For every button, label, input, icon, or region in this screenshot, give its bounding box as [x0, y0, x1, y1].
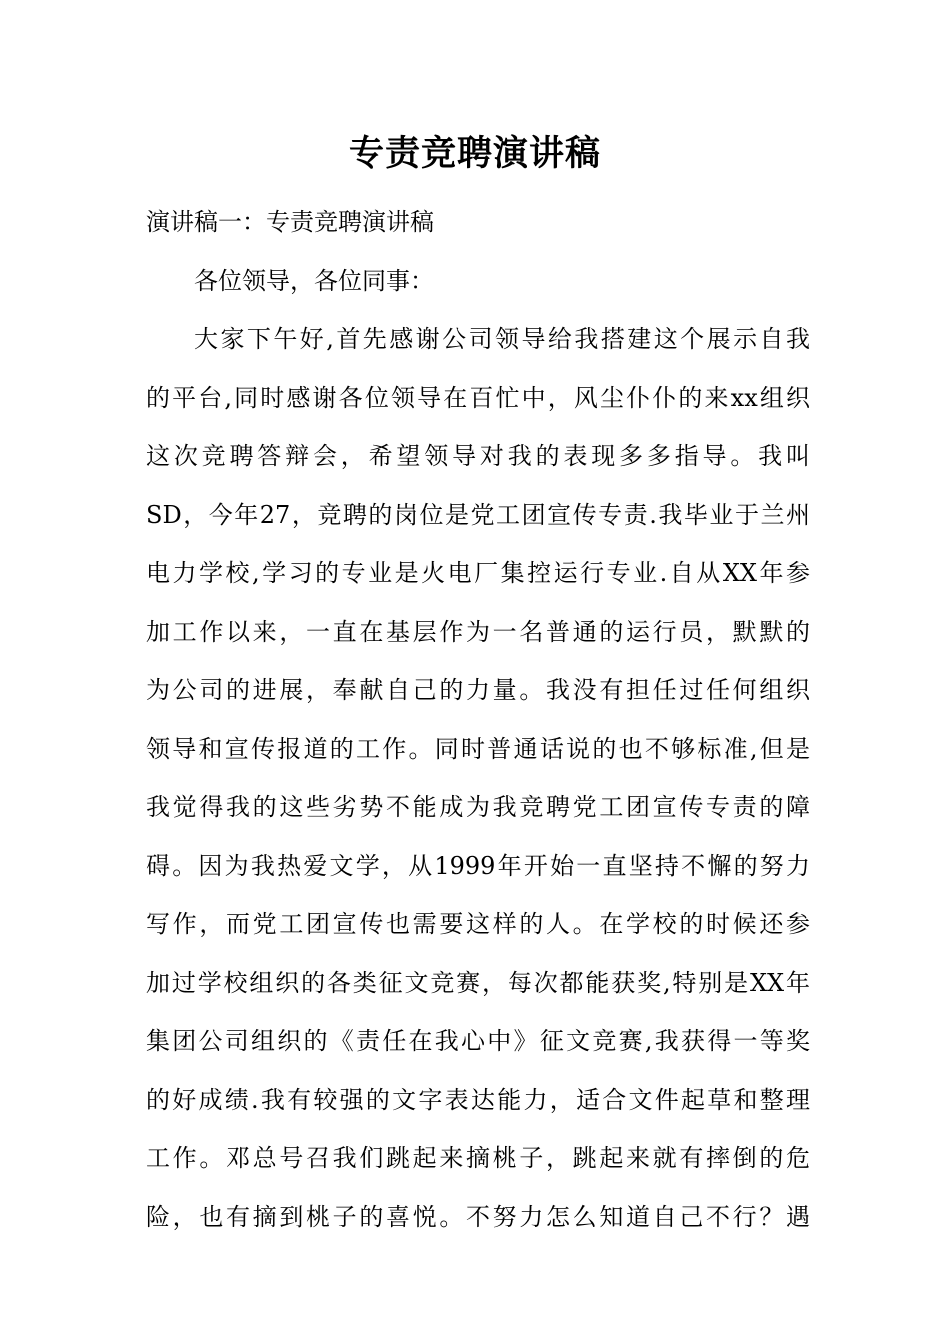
body-line: 电力学校,学习的专业是火电厂集控运行专业.自从XX年参 — [146, 559, 810, 587]
body-line: 写作，而党工团宣传也需要这样的人。在学校的时候还参 — [146, 910, 810, 938]
body-text — [146, 317, 810, 1253]
body-line: 险，也有摘到桃子的喜悦。不努力怎么知道自己不行？遇 — [146, 1202, 810, 1231]
body-line: 加工作以来，一直在基层作为一名普通的运行员，默默的 — [146, 617, 810, 646]
body-line: 的平台,同时感谢各位领导在百忙中，风尘仆仆的来xx组织 — [146, 383, 810, 412]
document-subtitle: 演讲稿一：专责竞聘演讲稿 — [146, 208, 434, 236]
body-line: 的好成绩.我有较强的文字表达能力，适合文件起草和整理 — [146, 1085, 810, 1114]
body-line: 大家下午好,首先感谢公司领导给我搭建这个展示自我 — [194, 325, 810, 353]
body-line: SD，今年27，竞聘的岗位是党工团宣传专责.我毕业于兰州 — [146, 500, 810, 529]
body-line: 碍。因为我热爱文学，从1999年开始一直坚持不懈的努力 — [146, 851, 810, 880]
body-line: 这次竞聘答辩会，希望领导对我的表现多多指导。我叫 — [146, 442, 810, 470]
body-line: 集团公司组织的《责任在我心中》征文竞赛,我获得一等奖 — [146, 1027, 810, 1055]
body-line: 领导和宣传报道的工作。同时普通话说的也不够标准,但是 — [146, 734, 810, 763]
body-line: 为公司的进展，奉献自己的力量。我没有担任过任何组织 — [146, 676, 810, 704]
body-line: 工作。邓总号召我们跳起来摘桃子，跳起来就有摔倒的危 — [146, 1144, 810, 1172]
body-line: 加过学校组织的各类征文竞赛，每次都能获奖,特别是XX年 — [146, 968, 810, 997]
salutation: 各位领导，各位同事： — [194, 267, 434, 295]
body-line: 我觉得我的这些劣势不能成为我竞聘党工团宣传专责的障 — [146, 793, 810, 821]
document-title: 专责竞聘演讲稿 — [348, 133, 601, 174]
